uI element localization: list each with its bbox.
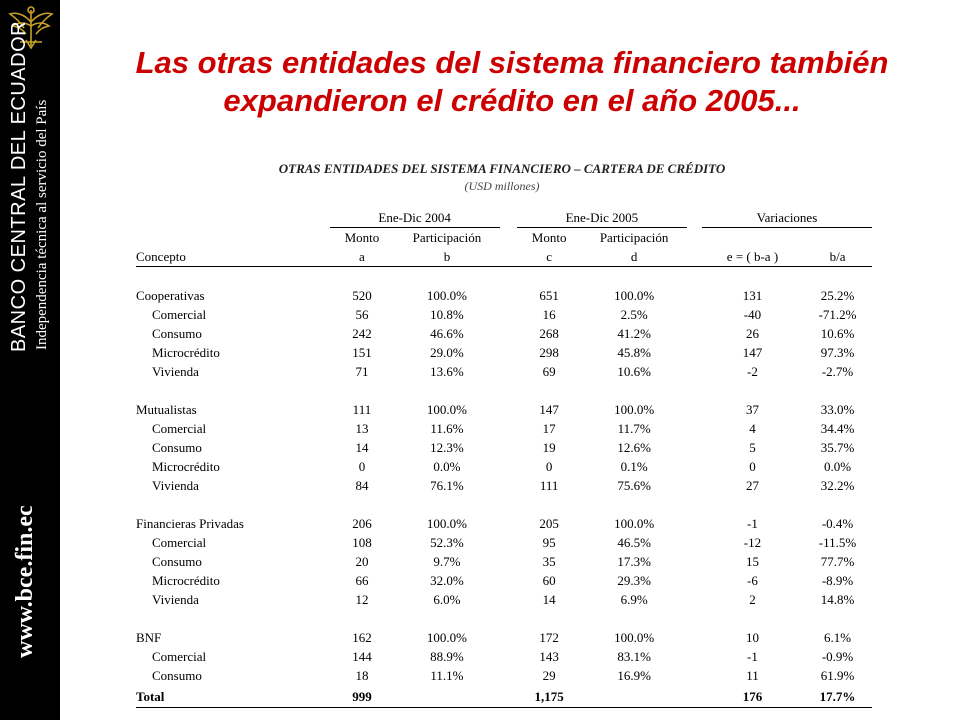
table-row (136, 438, 872, 457)
cell-variacion-pct: 97.3% (820, 345, 855, 360)
cell-monto-2004: 14 (355, 440, 369, 455)
column-gap (687, 457, 702, 476)
column-gap (500, 628, 517, 647)
spacer-row (136, 267, 872, 287)
cell-part-2004: 0.0% (433, 459, 461, 474)
cell-monto-2005: 16 (542, 307, 556, 322)
cell-monto-2005: 0 (545, 459, 553, 474)
column-gap (687, 400, 702, 419)
cell-variacion-abs: 147 (742, 345, 763, 360)
cell-part-2004: 11.1% (430, 668, 464, 683)
table-row (136, 590, 872, 609)
cell-concepto: Microcrédito (152, 573, 220, 588)
cell-monto-2005: 172 (539, 630, 559, 645)
cell-monto-2005: 1,175 (517, 685, 582, 708)
cell-concepto: Comercial (152, 307, 207, 322)
cell-monto-2005: 35 (542, 554, 556, 569)
cell-variacion-abs: 5 (749, 440, 756, 455)
cell-variacion-abs: 11 (746, 668, 759, 683)
cell-variacion-abs: -2 (747, 364, 758, 379)
bank-name: BANCO CENTRAL DEL ECUADOR (8, 20, 30, 352)
cell-concepto: Vivienda (152, 364, 199, 379)
column-gap (500, 685, 517, 708)
cell-variacion-abs: 2 (749, 592, 756, 607)
cell-variacion-abs: -12 (743, 535, 762, 550)
cell-part-2004: 6.0% (433, 592, 461, 607)
cell-variacion-pct: 35.7% (820, 440, 855, 455)
total-row (136, 685, 872, 708)
column-gap (687, 343, 702, 362)
cell-variacion-abs: -6 (747, 573, 758, 588)
spacer-row (136, 495, 872, 514)
cell-part-2004: 100.0% (426, 630, 467, 645)
cell-variacion-pct: 14.8% (820, 592, 855, 607)
header-part-d: Participación (599, 230, 669, 245)
column-gap (500, 476, 517, 495)
cell-part-2005: 10.6% (617, 364, 651, 379)
cell-monto-2005: 298 (539, 345, 559, 360)
table-row (136, 305, 872, 324)
table-row (136, 324, 872, 343)
cell-part-2004: 9.7% (433, 554, 461, 569)
cell-part-2004: 29.0% (430, 345, 464, 360)
column-gap (687, 628, 702, 647)
cell-variacion-pct: -0.9% (821, 649, 854, 664)
header-letter-e: e = ( b-a ) (702, 247, 803, 267)
table-title: OTRAS ENTIDADES DEL SISTEMA FINANCIERO – CARTERA DE CRÉDITO (278, 161, 726, 176)
cell-variacion-abs: 37 (745, 402, 759, 417)
header-concepto: Concepto (136, 247, 330, 267)
cell-part-2004: 100.0% (426, 516, 467, 531)
cell-monto-2004: 520 (352, 288, 372, 303)
column-gap (687, 438, 702, 457)
cell-part-2004: 100.0% (426, 402, 467, 417)
cell-variacion-pct: 6.1% (823, 630, 852, 645)
website-url: www.bce.fin.ec (12, 505, 38, 658)
group-row (136, 514, 872, 533)
cell-variacion-abs: -1 (747, 649, 758, 664)
cell-variacion-pct: 34.4% (820, 421, 855, 436)
header-monto-a: Monto (344, 230, 380, 245)
cell-part-2004: 88.9% (430, 649, 464, 664)
cell-variacion-pct: -2.7% (821, 364, 854, 379)
cell-monto-2005: 17 (542, 421, 556, 436)
cell-part-2005: 100.0% (614, 288, 655, 303)
header-row-groups (136, 207, 872, 228)
cell-monto-2004: 162 (352, 630, 372, 645)
column-gap (687, 571, 702, 590)
group-row (136, 628, 872, 647)
cell-monto-2004: 71 (355, 364, 369, 379)
cell-part-2005 (581, 685, 686, 708)
column-gap (687, 305, 702, 324)
cell-variacion-pct: -8.9% (821, 573, 854, 588)
cell-concepto: Consumo (152, 326, 202, 341)
cell-part-2004 (394, 685, 499, 708)
cell-part-2005: 29.3% (617, 573, 651, 588)
column-gap (500, 666, 517, 685)
cell-variacion-abs: 27 (745, 478, 759, 493)
cell-part-2005: 41.2% (617, 326, 651, 341)
header-group-variaciones: Variaciones (702, 207, 872, 228)
cell-variacion-abs: 131 (742, 288, 763, 303)
cell-monto-2005: 19 (542, 440, 556, 455)
cell-concepto: Financieras Privadas (136, 516, 244, 531)
column-gap (687, 647, 702, 666)
cell-monto-2005: 205 (539, 516, 559, 531)
cell-variacion-pct: 32.2% (820, 478, 855, 493)
table-row (136, 419, 872, 438)
credit-portfolio-table (136, 207, 872, 708)
column-gap (687, 552, 702, 571)
column-gap (500, 362, 517, 381)
column-gap (687, 514, 702, 533)
column-gap (500, 552, 517, 571)
table-units: (USD millones) (464, 179, 540, 193)
table-row (136, 666, 872, 685)
header-monto-c: Monto (531, 230, 567, 245)
cell-part-2004: 46.6% (430, 326, 464, 341)
cell-variacion-abs: 10 (745, 630, 759, 645)
spacer-row (136, 381, 872, 400)
cell-part-2005: 100.0% (614, 630, 655, 645)
column-gap (687, 419, 702, 438)
header-letter-b: b (394, 247, 499, 267)
cell-concepto: Microcrédito (152, 345, 220, 360)
cell-part-2005: 12.6% (617, 440, 651, 455)
column-gap (500, 324, 517, 343)
column-gap (687, 286, 702, 305)
cell-part-2005: 16.9% (617, 668, 651, 683)
table-row (136, 533, 872, 552)
cell-part-2005: 2.5% (620, 307, 648, 322)
column-gap (687, 362, 702, 381)
cell-monto-2004: 13 (355, 421, 369, 436)
cell-concepto: Consumo (152, 554, 202, 569)
cell-concepto: Vivienda (152, 592, 199, 607)
column-gap (687, 590, 702, 609)
cell-monto-2005: 14 (542, 592, 556, 607)
cell-monto-2004: 999 (330, 685, 395, 708)
cell-variacion-pct: -11.5% (818, 535, 857, 550)
cell-monto-2004: 66 (355, 573, 369, 588)
cell-monto-2004: 206 (352, 516, 372, 531)
cell-part-2005: 83.1% (617, 649, 651, 664)
group-row (136, 286, 872, 305)
cell-part-2005: 100.0% (614, 402, 655, 417)
cell-variacion-abs: 0 (749, 459, 756, 474)
cell-variacion-abs: 26 (745, 326, 759, 341)
bank-tagline: Independencia técnica al servicio del País (34, 99, 50, 350)
cell-monto-2005: 147 (539, 402, 559, 417)
column-gap (500, 590, 517, 609)
cell-concepto: Vivienda (152, 478, 199, 493)
cell-part-2004: 32.0% (430, 573, 464, 588)
cell-part-2004: 12.3% (430, 440, 464, 455)
cell-monto-2004: 84 (355, 478, 369, 493)
cell-concepto: Mutualistas (136, 402, 197, 417)
header-part-b: Participación (412, 230, 482, 245)
cell-variacion-abs: 176 (702, 685, 803, 708)
cell-monto-2004: 111 (352, 402, 372, 417)
cell-monto-2004: 108 (352, 535, 372, 550)
cell-monto-2005: 60 (542, 573, 556, 588)
cell-part-2004: 52.3% (430, 535, 464, 550)
cell-monto-2005: 69 (542, 364, 556, 379)
cell-monto-2004: 151 (352, 345, 372, 360)
cell-variacion-abs: 4 (749, 421, 756, 436)
column-gap (500, 305, 517, 324)
header-row-sub (136, 228, 872, 248)
header-letter-a: a (330, 247, 395, 267)
cell-monto-2005: 111 (539, 478, 559, 493)
cell-variacion-pct: 77.7% (820, 554, 855, 569)
cell-variacion-pct: 33.0% (820, 402, 855, 417)
cell-part-2005: 100.0% (614, 516, 655, 531)
column-gap (500, 514, 517, 533)
cell-monto-2004: 18 (355, 668, 369, 683)
column-gap (500, 647, 517, 666)
cell-variacion-abs: -40 (743, 307, 762, 322)
cell-monto-2005: 143 (539, 649, 559, 664)
column-gap (687, 685, 702, 708)
cell-variacion-pct: 10.6% (820, 326, 855, 341)
column-gap (687, 533, 702, 552)
table-row (136, 362, 872, 381)
cell-variacion-abs: -1 (747, 516, 758, 531)
sidebar (0, 0, 60, 720)
column-gap (687, 666, 702, 685)
cell-concepto: Comercial (152, 421, 207, 436)
cell-concepto: Consumo (152, 440, 202, 455)
cell-monto-2004: 12 (355, 592, 369, 607)
cell-concepto: Total (136, 685, 330, 708)
group-row (136, 400, 872, 419)
cell-part-2004: 76.1% (430, 478, 464, 493)
cell-part-2004: 11.6% (430, 421, 464, 436)
column-gap (687, 476, 702, 495)
cell-monto-2004: 242 (352, 326, 372, 341)
cell-part-2004: 100.0% (426, 288, 467, 303)
cell-variacion-pct: 25.2% (820, 288, 855, 303)
column-gap (500, 343, 517, 362)
cell-concepto: Comercial (152, 649, 207, 664)
header-letter-ba: b/a (803, 247, 872, 267)
column-gap (500, 419, 517, 438)
cell-concepto: Consumo (152, 668, 202, 683)
table-row (136, 571, 872, 590)
cell-variacion-pct: -71.2% (818, 307, 857, 322)
header-letter-c: c (517, 247, 582, 267)
table-row (136, 457, 872, 476)
column-gap (687, 324, 702, 343)
table-row (136, 552, 872, 571)
table-row (136, 476, 872, 495)
cell-monto-2005: 651 (539, 288, 559, 303)
cell-monto-2004: 144 (352, 649, 372, 664)
cell-part-2005: 0.1% (620, 459, 648, 474)
cell-part-2004: 10.8% (430, 307, 464, 322)
cell-part-2005: 75.6% (617, 478, 651, 493)
table-row (136, 647, 872, 666)
header-row-letters (136, 247, 872, 267)
table-row (136, 343, 872, 362)
cell-concepto: Microcrédito (152, 459, 220, 474)
cell-concepto: Comercial (152, 535, 207, 550)
cell-monto-2005: 29 (542, 668, 556, 683)
cell-monto-2004: 20 (355, 554, 369, 569)
cell-part-2004: 13.6% (430, 364, 464, 379)
column-gap (500, 286, 517, 305)
cell-part-2005: 11.7% (617, 421, 651, 436)
cell-variacion-abs: 15 (745, 554, 759, 569)
cell-part-2005: 46.5% (617, 535, 651, 550)
column-gap (500, 571, 517, 590)
cell-variacion-pct: 0.0% (823, 459, 852, 474)
cell-concepto: BNF (136, 630, 162, 645)
cell-monto-2004: 0 (358, 459, 366, 474)
column-gap (500, 400, 517, 419)
cell-monto-2005: 95 (542, 535, 556, 550)
cell-variacion-pct: -0.4% (821, 516, 854, 531)
header-group-2005: Ene-Dic 2005 (517, 207, 687, 228)
cell-concepto: Cooperativas (136, 288, 205, 303)
column-gap (500, 533, 517, 552)
cell-variacion-pct: 61.9% (820, 668, 855, 683)
column-gap (500, 438, 517, 457)
header-group-2004: Ene-Dic 2004 (330, 207, 500, 228)
cell-part-2005: 45.8% (617, 345, 651, 360)
cell-part-2005: 6.9% (620, 592, 648, 607)
spacer-row (136, 609, 872, 628)
cell-monto-2004: 56 (355, 307, 369, 322)
slide-title: Las otras entidades del sistema financiero también expandieron el crédito en el año 2005... (135, 45, 889, 118)
cell-variacion-pct: 17.7% (803, 685, 872, 708)
cell-monto-2005: 268 (539, 326, 559, 341)
column-gap (500, 457, 517, 476)
header-letter-d: d (581, 247, 686, 267)
cell-part-2005: 17.3% (617, 554, 651, 569)
